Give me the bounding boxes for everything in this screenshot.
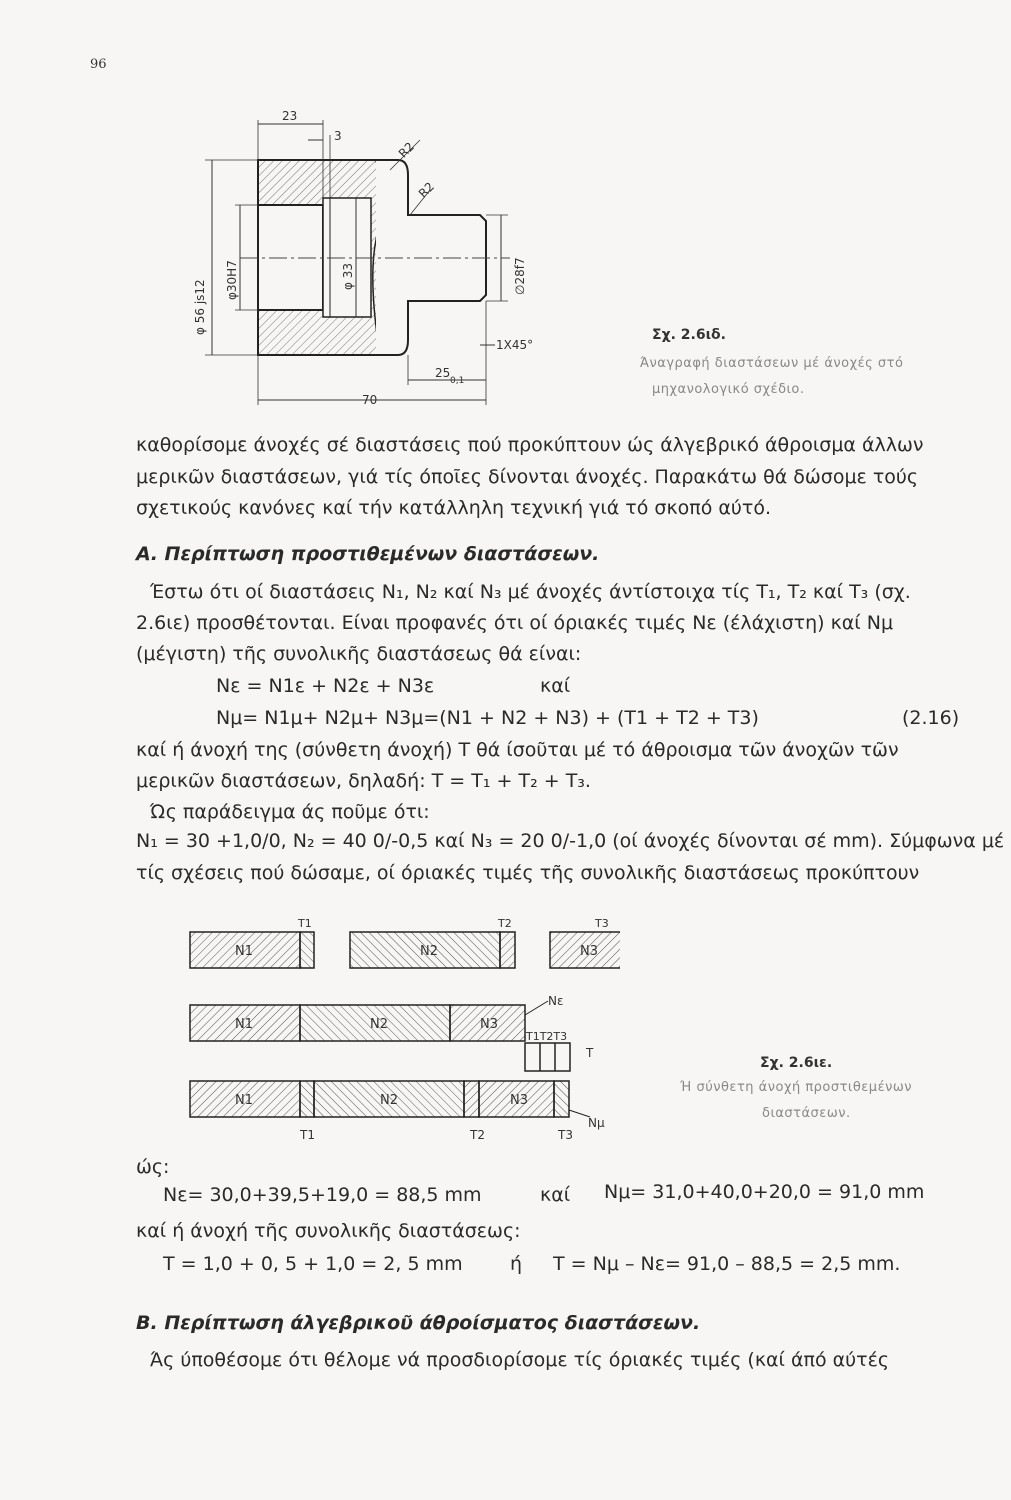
page-number: 96 bbox=[90, 57, 107, 72]
section-b-heading: Β. Περίπτωση άλγεβρικοῦ άθροίσματος διαστάσεων. bbox=[136, 1312, 701, 1334]
section-a-heading: Α. Περίπτωση προστιθεμένων διαστάσεων. bbox=[136, 543, 600, 565]
dim-d56: φ 56 js12 bbox=[193, 279, 207, 335]
label-n2-row1: N2 bbox=[420, 944, 438, 959]
section-a-p3: Ώς παράδειγμα άς ποῦμε ότι: bbox=[150, 801, 430, 823]
result-and: καί bbox=[540, 1184, 571, 1206]
section-a-p4-line2: τίς σχέσεις πού δώσαμε, οί όριακές τιμές τῆς συνολικῆς διαστάσεως προκύπτουν bbox=[136, 862, 920, 884]
bar-composite-t bbox=[525, 1043, 570, 1071]
result-t-sum: T = 1,0 + 0, 5 + 1,0 = 2, 5 mm bbox=[163, 1253, 463, 1275]
figure1-caption-line2: μηχανολογικό σχέδιο. bbox=[652, 382, 805, 397]
label-t3-bottom: T3 bbox=[558, 1128, 573, 1142]
figure1-caption-line1: Άναγραφή διαστάσεων μέ άνοχές στό bbox=[640, 356, 904, 371]
dim-25: 25 bbox=[435, 366, 451, 380]
dim-70: 70 bbox=[362, 393, 378, 407]
label-n1-row3: N1 bbox=[235, 1093, 253, 1108]
bar-row3-t3 bbox=[554, 1081, 569, 1117]
section-a-p1-line2: 2.6ιε) προσθέτονται. Είναι προφανές ότι οί όριακές τιμές Nε (έλάχιστη) καί Nμ bbox=[136, 612, 894, 634]
shaft-drawing bbox=[190, 100, 580, 420]
label-t: T bbox=[586, 1046, 594, 1060]
bar-t2 bbox=[500, 932, 515, 968]
section-a-p1-line3: (μέγιστη) τῆς συνολικῆς διαστάσεως θά είναι: bbox=[136, 643, 582, 665]
section-a-p2-line1: καί ή άνοχή της (σύνθετη άνοχή) T θά ίσοῦται μέ τό άθροισμα τῶν άνοχῶν τῶν bbox=[136, 739, 899, 761]
dim-d33: φ 33 bbox=[341, 263, 355, 290]
label-n3-row1: N3 bbox=[580, 944, 598, 959]
section-b-p1: Άς ύποθέσομε ότι θέλομε νά προσδιορίσομε τίς όριακές τιμές (καί άπό αύτές bbox=[150, 1349, 890, 1371]
dim-25-tol: 0,1 bbox=[450, 376, 465, 386]
label-n2-row2: N2 bbox=[370, 1017, 388, 1032]
dim-r2-bottom: R2 bbox=[415, 179, 438, 201]
equation-and: καί bbox=[540, 675, 571, 697]
bar-row3-t1 bbox=[300, 1081, 314, 1117]
figure1-caption-title: Σχ. 2.6ιδ. bbox=[652, 327, 726, 343]
figure2-caption-title: Σχ. 2.6ιε. bbox=[760, 1055, 833, 1071]
equation-n-min: Nε = N1ε + N2ε + N3ε bbox=[216, 675, 435, 697]
label-t2-bottom: T2 bbox=[470, 1128, 485, 1142]
intro-line3: σχετικούς κανόνες καί τήν κατάλληλη τεχνική γιά τό σκοπό αύτό. bbox=[136, 497, 771, 519]
label-t1-bottom: T1 bbox=[300, 1128, 315, 1142]
label-n1-row2: N1 bbox=[235, 1017, 253, 1032]
dim-chamfer: 1X45° bbox=[496, 338, 534, 352]
result-t-diff: T = Nμ – Nε= 91,0 – 88,5 = 2,5 mm. bbox=[553, 1253, 901, 1275]
figure2-caption-line1: Ή σύνθετη άνοχή προστιθεμένων bbox=[680, 1080, 913, 1095]
section-a-p1-line1: Έστω ότι οί διαστάσεις N₁, N₂ καί N₃ μέ άνοχές άντίστοιχα τίς T₁, T₂ καί T₃ (σχ. bbox=[150, 581, 911, 603]
label-n1-row1: N1 bbox=[235, 944, 253, 959]
intro-line1: καθορίσομε άνοχές σέ διαστάσεις πού προκύπτουν ώς άλγεβρικό άθροισμα άλλων bbox=[136, 434, 924, 456]
figure2-caption-line2: διαστάσεων. bbox=[762, 1106, 851, 1121]
results-line: καί ή άνοχή τῆς συνολικῆς διαστάσεως: bbox=[136, 1220, 521, 1242]
label-nm: Nμ bbox=[588, 1116, 605, 1130]
bar-row3-t2 bbox=[464, 1081, 479, 1117]
label-n3-row2: N3 bbox=[480, 1017, 498, 1032]
label-ne: Nε bbox=[548, 994, 564, 1008]
result-n-max: Nμ= 31,0+40,0+20,0 = 91,0 mm bbox=[604, 1181, 925, 1203]
result-or: ή bbox=[510, 1253, 523, 1275]
section-a-p2-line2: μερικῶν διαστάσεων, δηλαδή: T = T₁ + T₂ + T₃. bbox=[136, 770, 591, 792]
dim-23: 23 bbox=[282, 109, 298, 123]
label-n3-row3: N3 bbox=[510, 1093, 528, 1108]
equation-n-max: Nμ= N1μ+ N2μ+ N3μ=(N1 + N2 + N3) + (T1 + T2 + T3) bbox=[216, 707, 759, 729]
dim-3: 3 bbox=[334, 129, 342, 143]
label-t3-top: T3 bbox=[595, 917, 609, 930]
label-t1t2t3: T1T2T3 bbox=[526, 1030, 568, 1043]
dim-r2-top: R2 bbox=[395, 139, 418, 161]
label-t2-top: T2 bbox=[498, 917, 512, 930]
dim-d28: ∅28f7 bbox=[513, 257, 527, 295]
equation-number: (2.16) bbox=[902, 707, 960, 729]
section-a-p4-line1: N₁ = 30 +1,0/0, N₂ = 40 0/-0,5 καί N₃ = 20 0/-1,0 (οί άνοχές δίνονται σέ mm). Σύμφωνα μέ bbox=[136, 830, 1005, 852]
result-n-min: Nε= 30,0+39,5+19,0 = 88,5 mm bbox=[163, 1184, 482, 1206]
results-intro: ώς: bbox=[136, 1156, 170, 1178]
intro-line2: μερικῶν διαστάσεων, γιά τίς όποῖες δίνονται άνοχές. Παρακάτω θά δώσομε τούς bbox=[136, 466, 919, 488]
dim-d30: φ30H7 bbox=[225, 260, 239, 300]
label-t1-top: T1 bbox=[298, 917, 312, 930]
tolerance-bars-diagram bbox=[180, 905, 620, 1155]
label-n2-row3: N2 bbox=[380, 1093, 398, 1108]
bar-t1 bbox=[300, 932, 314, 968]
